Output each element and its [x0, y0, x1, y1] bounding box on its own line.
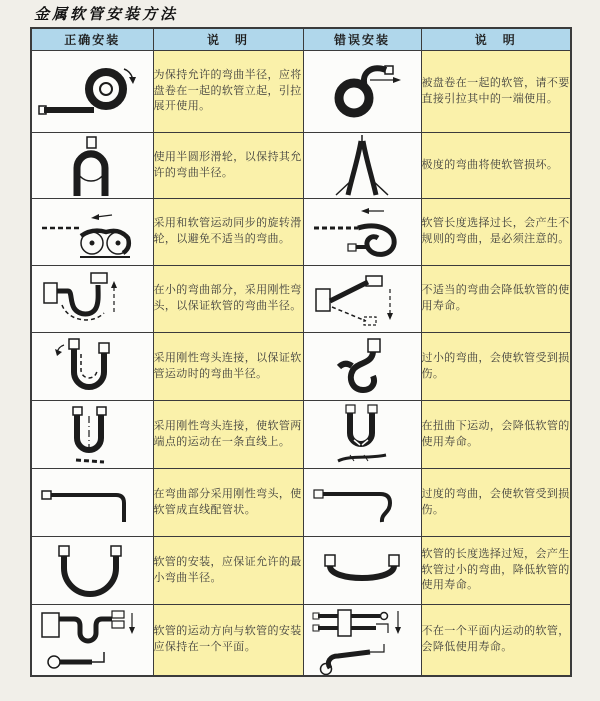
wrong-diagram-cell — [303, 133, 421, 199]
wrong-diagram-cell — [303, 199, 421, 266]
table-row — [31, 333, 571, 401]
correct-desc: 采用和软管运动同步的旋转滑轮，以避免不适当的弯曲。 — [153, 199, 303, 266]
twisted-motion-icon — [308, 403, 416, 467]
header-correct-desc: 说 明 — [153, 28, 303, 51]
table-row — [31, 199, 571, 266]
correct-diagram-cell — [31, 401, 153, 469]
semicircular-pulley-icon — [36, 135, 148, 197]
header-wrong-desc: 说 明 — [421, 28, 571, 51]
correct-diagram-cell — [31, 469, 153, 537]
correct-diagram-cell — [31, 266, 153, 333]
wrong-diagram-cell — [303, 51, 421, 133]
inline-endpoints-icon — [36, 404, 148, 466]
table-row — [31, 469, 571, 537]
header-correct-install: 正确安装 — [31, 28, 153, 51]
wrong-diagram-cell — [303, 605, 421, 677]
page-title: 金属软管安装方法 — [34, 5, 179, 23]
improper-bend-icon — [308, 267, 416, 331]
wrong-diagram-cell — [303, 469, 421, 537]
single-plane-motion-icon — [36, 605, 148, 675]
wrong-diagram-cell — [303, 333, 421, 401]
installation-table — [30, 27, 572, 677]
rigid-elbow-small-bend-icon — [36, 267, 148, 331]
table-row — [31, 266, 571, 333]
header-row — [31, 28, 571, 51]
wrong-diagram-cell — [303, 266, 421, 333]
straight-piping-elbow-icon — [36, 474, 148, 532]
wrong-diagram-cell — [303, 401, 421, 469]
correct-diagram-cell — [31, 199, 153, 266]
correct-desc: 在弯曲部分采用刚性弯头，使软管成直线配管状。 — [153, 469, 303, 537]
correct-desc: 使用半圆形滑轮，以保持其允许的弯曲半径。 — [153, 133, 303, 199]
correct-desc: 采用刚性弯头连接，使软管两端点的运动在一条直线上。 — [153, 401, 303, 469]
out-of-plane-motion-icon — [308, 605, 416, 675]
wrong-desc: 过小的弯曲，会使软管受到损伤。 — [421, 333, 571, 401]
correct-desc: 在小的弯曲部分，采用刚性弯头，以保证软管的弯曲半径。 — [153, 266, 303, 333]
wrong-desc: 不在一个平面内运动的软管，会降低使用寿命。 — [421, 605, 571, 677]
wrong-desc: 不适当的弯曲会降低软管的使用寿命。 — [421, 266, 571, 333]
table-row — [31, 537, 571, 605]
minimum-bend-radius-u-icon — [36, 541, 148, 601]
too-short-hose-icon — [308, 541, 416, 601]
table-row — [31, 605, 571, 677]
correct-diagram-cell — [31, 333, 153, 401]
extreme-bend-icon — [308, 135, 416, 197]
correct-desc: 软管的运动方向与软管的安装应保持在一个平面。 — [153, 605, 303, 677]
wrong-desc: 在扭曲下运动，会降低软管的使用寿命。 — [421, 401, 571, 469]
rigid-elbow-connection-icon — [36, 336, 148, 398]
wrong-diagram-cell — [303, 537, 421, 605]
correct-diagram-cell — [31, 605, 153, 677]
rotating-pulleys-icon — [36, 201, 148, 263]
correct-desc: 软管的安装，应保证允许的最小弯曲半径。 — [153, 537, 303, 605]
wrong-desc: 过度的弯曲，会使软管受到损伤。 — [421, 469, 571, 537]
wrong-desc: 极度的弯曲将使软管损坏。 — [421, 133, 571, 199]
correct-diagram-cell — [31, 51, 153, 133]
table-row — [31, 133, 571, 199]
wrong-desc: 软管的长度选择过短，会产生软管过小的弯曲，降低软管的使用寿命。 — [421, 537, 571, 605]
header-wrong-install: 错误安装 — [303, 28, 421, 51]
correct-desc: 采用刚性弯头连接，以保证软管运动时的弯曲半径。 — [153, 333, 303, 401]
correct-desc: 为保持允许的弯曲半径，应将盘卷在一起的软管立起，引拉展开使用。 — [153, 51, 303, 133]
wrong-desc: 软管长度选择过长，会产生不规则的弯曲，是必须注意的。 — [421, 199, 571, 266]
too-small-bend-icon — [308, 336, 416, 398]
correct-diagram-cell — [31, 537, 153, 605]
coiled-hose-unrolled-icon — [36, 58, 148, 126]
overlong-hose-loop-icon — [308, 201, 416, 263]
table-row — [31, 401, 571, 469]
table-row — [31, 51, 571, 133]
excessive-bend-icon — [308, 474, 416, 532]
coiled-hose-end-pulled-icon — [308, 58, 416, 126]
wrong-desc: 被盘卷在一起的软管，请不要直接引拉其中的一端使用。 — [421, 51, 571, 133]
page — [0, 3, 600, 677]
correct-diagram-cell — [31, 133, 153, 199]
